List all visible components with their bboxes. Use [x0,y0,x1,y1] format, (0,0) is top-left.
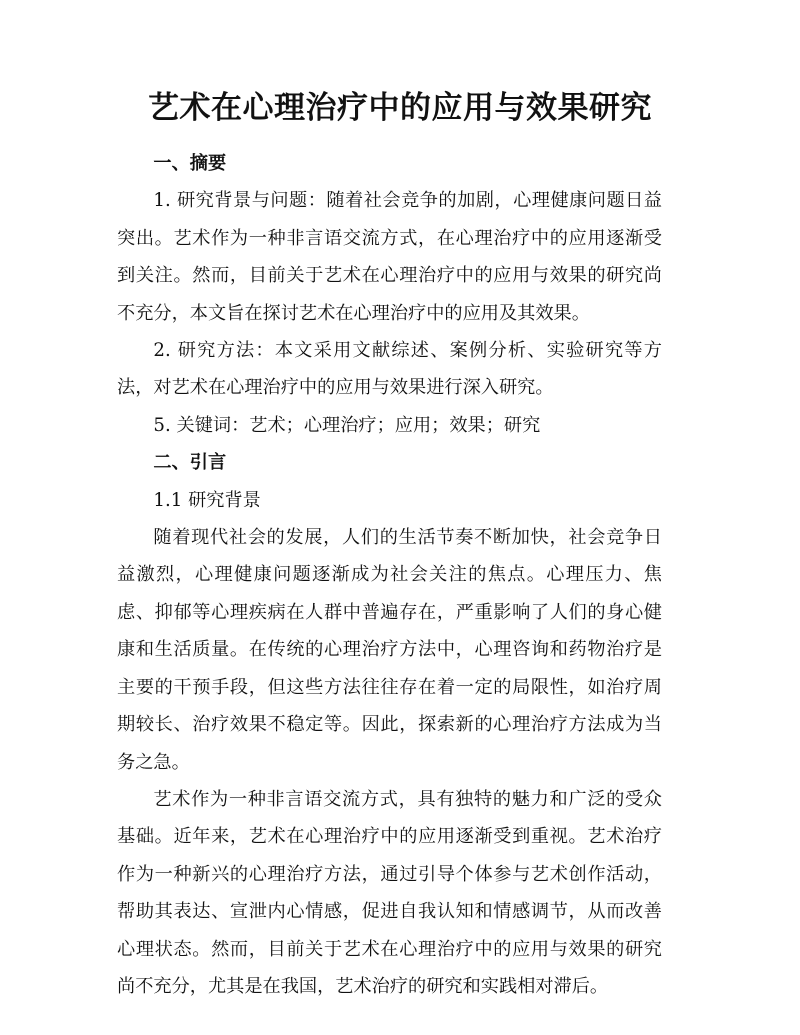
section-heading: 一、摘要 [153,153,227,174]
body-paragraph: 随着现代社会的发展，人们的生活节奏不断加快，社会竞争日益激烈，心理健康问题逐渐成为社会关注的焦点。心理压力、焦虑、抑郁等心理疾病在人群中普遍存在，严重影响了人们的身心健康和生活质量。在传统的心理治疗方法中，心理咨询和药物治疗是主要的干预手段，但这些方法往往存在着一定的局限性，如治疗周期较长、治疗效果不稳定等。因此，探索新的心理治疗方法成为当务之急。 [117,527,662,773]
abstract-paragraph-keywords: 5. 关键词：艺术；心理治疗；应用；效果；研究 [153,414,541,436]
abstract-paragraph-background: 1. 研究背景与问题：随着社会竞争的加剧，心理健康问题日益突出。艺术作为一种非言语交流方式，在心理治疗中的应用逐渐受到关注。然而，目前关于艺术在心理治疗中的应用与效果的研究尚不充分，本文旨在探讨艺术在心理治疗中的应用及其效果。 [117,190,662,324]
abstract-paragraph-methods: 2. 研究方法：本文采用文献综述、案例分析、实验研究等方法，对艺术在心理治疗中的应用与效果进行深入研究。 [117,340,662,399]
document-body [117,145,662,1005]
subsection-heading: 1.1 研究背景 [153,489,261,511]
document-title: 艺术在心理治疗中的应用与效果研究 [148,90,652,126]
body-paragraph: 艺术作为一种非言语交流方式，具有独特的魅力和广泛的受众基础。近年来，艺术在心理治疗中的应用逐渐受到重视。艺术治疗作为一种新兴的心理治疗方法，通过引导个体参与艺术创作活动，帮助其表达、宣泄内心情感，促进自我认知和情感调节，从而改善心理状态。然而，目前关于艺术在心理治疗中的应用与效果的研究尚不充分，尤其是在我国，艺术治疗的研究和实践相对滞后。 [117,788,662,997]
section-heading: 二、引言 [153,452,227,474]
